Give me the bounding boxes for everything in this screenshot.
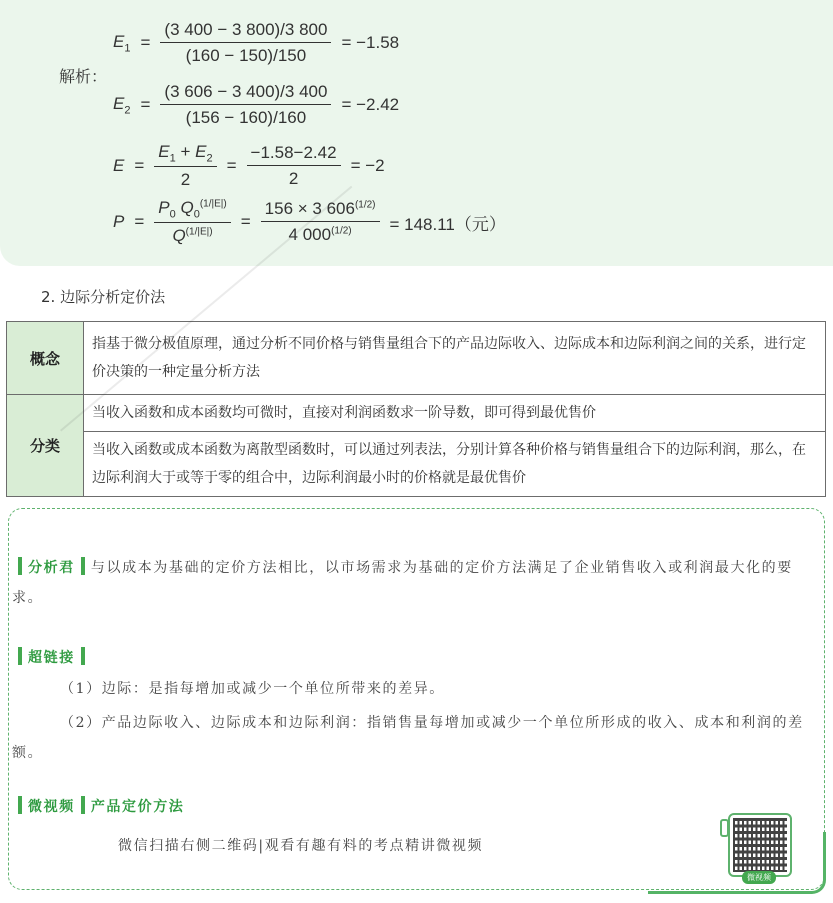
concept-table: [6, 321, 826, 497]
link-bar-left: [18, 647, 22, 665]
table-cell-class-1: 当收入函数和成本函数均可微时，直接对利润函数求一阶导数，即可得到最优售价: [84, 395, 826, 432]
equation-e: E = $\frac{E_1 + E_2}{2}$ = $\frac{-1.58-2.42}{2}$ = −2: [113, 142, 385, 190]
video-title: 产品定价方法: [90, 799, 185, 815]
result-p: = 148.11（元）: [389, 214, 506, 234]
result-e: = −2: [350, 156, 385, 176]
equation-e1: $E_1$ = $\frac{(3 400 - 3 800)/3 800}{(160 - 150)/150}$ = −1.58: [113, 20, 400, 65]
link-bar-right: [81, 647, 85, 665]
video-tag: 微视频: [28, 799, 75, 815]
result-e2: = −2.42: [341, 95, 400, 114]
analyst-paragraph: [12, 553, 812, 613]
fraction-e1: $\frac{(3 400 - 3 800)/3 800}{(160 - 150)/150}$: [160, 20, 331, 66]
analyst-bar-left: [18, 557, 22, 575]
video-bar-left: [18, 796, 22, 814]
video-text: 微信扫描右侧二维码|观看有趣有料的考点精讲微视频: [118, 838, 484, 854]
analyst-text: 与以成本为基础的定价方法相比，以市场需求为基础的定价方法满足了企业销售收入或利润最大化的要求。: [12, 560, 793, 606]
table-row: [7, 322, 826, 395]
qr-code-area[interactable]: [720, 813, 798, 891]
section-title: 2. 边际分析定价法: [41, 288, 166, 306]
fraction-p-symbolic: $\frac{P_0 Q_0^{(1/|E|)}}{Q^{(1/|E|)}}$: [154, 198, 230, 246]
link-item-2: （2）产品边际收入、边际成本和边际利润：指销售量每增加或减少一个单位所形成的收入、成本和利润的差额。: [12, 715, 804, 761]
link-item-1: （1）边际：是指每增加或减少一个单位所带来的差异。: [60, 681, 445, 697]
solution-panel: [0, 0, 833, 266]
link-heading: [18, 643, 85, 673]
table-cell-class-2: 当收入函数或成本函数为离散型函数时，可以通过列表法，分别计算各种价格与销售量组合下的边际利润，那么，在边际利润大于或等于零的组合中，边际利润最小时的价格就是最优售价: [84, 432, 826, 497]
table-head-class: 分类: [7, 395, 84, 497]
table-head-concept: 概念: [7, 322, 84, 395]
result-e1: = −1.58: [341, 33, 400, 52]
equation-e2: $E_2$ = $\frac{(3 606 - 3 400)/3 400}{(156 - 160)/160}$ = −2.42: [113, 82, 400, 127]
table-row: [7, 395, 826, 432]
table-row: [7, 432, 826, 497]
fraction-e-numeric: $\frac{-1.58-2.42}{2}$: [247, 143, 341, 189]
equation-p: P = $\frac{P_0 Q_0^{(1/|E|)}}{Q^{(1/|E|)}}$ = $\frac{156 \times 3 606^{(1/2)}}{4 000^{(1/2)}}$ = 148.11（元）: [113, 198, 506, 246]
analyst-bar-right: [81, 557, 85, 575]
analyst-tag: 分析君: [28, 560, 75, 576]
fraction-e2: $\frac{(3 606 - 3 400)/3 400}{(156 - 160)/160}$: [160, 82, 331, 128]
qr-badge: 微视频: [742, 871, 776, 884]
link-tag: 超链接: [28, 650, 75, 666]
video-heading: [18, 792, 190, 822]
fraction-e-symbolic: $\frac{E_1 + E_2}{2}$: [154, 142, 216, 190]
solution-label: 解析：: [59, 67, 108, 86]
qr-code[interactable]: [728, 813, 792, 877]
fraction-p-numeric: $\frac{156 \times 3 606^{(1/2)}}{4 000^{(1/2)}}$: [261, 199, 380, 245]
video-bar-right: [81, 796, 85, 814]
table-cell-concept: 指基于微分极值原理，通过分析不同价格与销售量组合下的产品边际收入、边际成本和边际利润之间的关系，进行定价决策的一种定量分析方法: [84, 322, 826, 395]
